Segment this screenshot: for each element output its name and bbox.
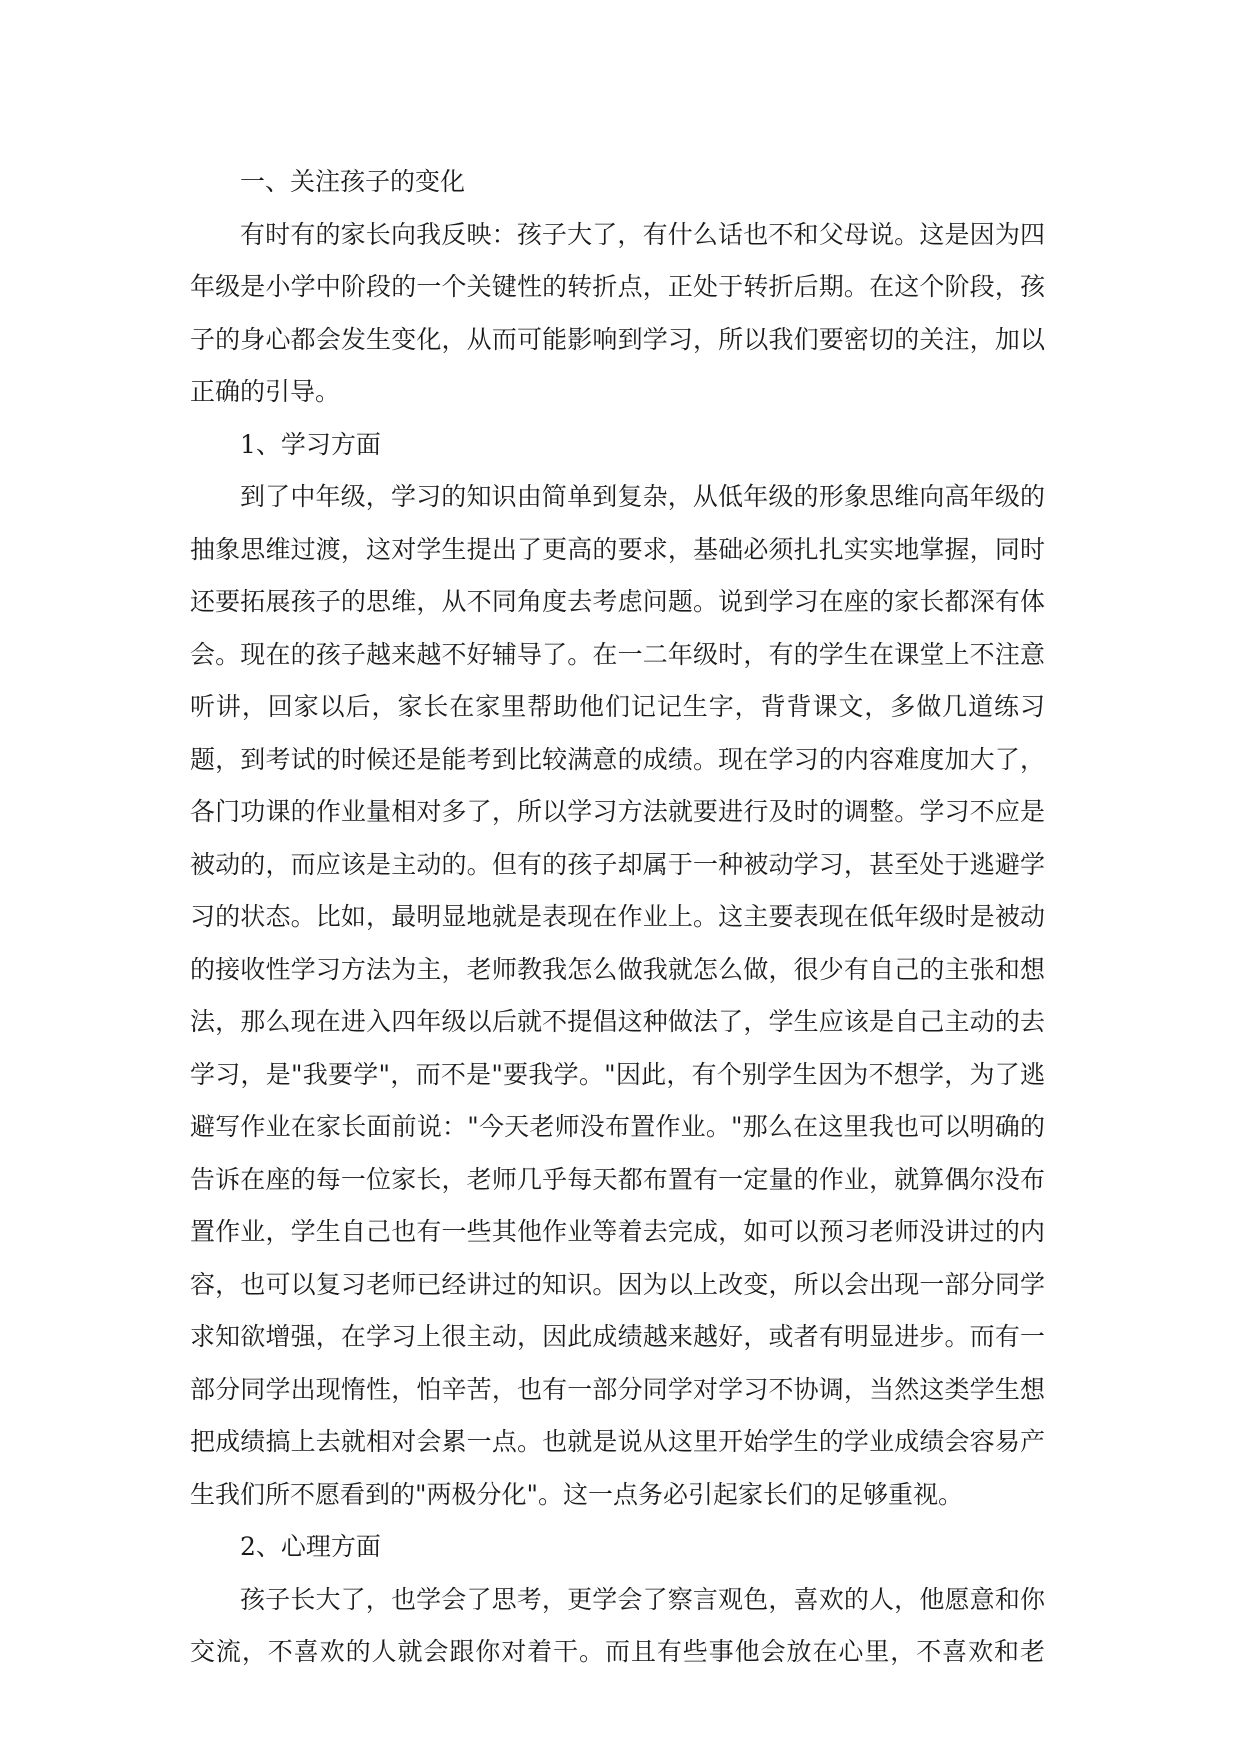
paragraph-line: 孩子长大了，也学会了思考，更学会了察言观色，喜欢的人，他愿意和你 — [240, 1584, 1045, 1614]
paragraph-line: 还要拓展孩子的思维，从不同角度去考虑问题。说到学习在座的家长都深有体 — [190, 587, 1045, 616]
paragraph-line: 抽象思维过渡，这对学生提出了更高的要求，基础必须扎扎实实地掌握，同时 — [190, 534, 1045, 564]
paragraph-line: 习的状态。比如，最明显地就是表现在作业上。这主要表现在低年级时是被动 — [190, 902, 1045, 931]
section-heading: 一、关注孩子的变化 — [240, 167, 466, 196]
paragraph-line: 告诉在座的每一位家长，老师几乎每天都布置有一定量的作业，就算偶尔没布 — [190, 1164, 1045, 1194]
subsection-heading: 1、学习方面 — [240, 429, 381, 459]
paragraph-line: 容，也可以复习老师已经讲过的知识。因为以上改变，所以会出现一部分同学 — [190, 1269, 1045, 1299]
paragraph-line: 到了中年级，学习的知识由简单到复杂，从低年级的形象思维向高年级的 — [240, 482, 1045, 511]
paragraph-line: 被动的，而应该是主动的。但有的孩子却属于一种被动学习，甚至处于逃避学 — [190, 849, 1045, 879]
paragraph-line: 交流，不喜欢的人就会跟你对着干。而且有些事他会放在心里，不喜欢和老 — [190, 1637, 1045, 1666]
paragraph-line: 生我们所不愿看到的"两极分化"。这一点务必引起家长们的足够重视。 — [190, 1479, 964, 1509]
paragraph-line: 年级是小学中阶段的一个关键性的转折点，正处于转折后期。在这个阶段，孩 — [190, 272, 1045, 301]
subsection-heading: 2、心理方面 — [240, 1532, 381, 1561]
paragraph-line: 题，到考试的时候还是能考到比较满意的成绩。现在学习的内容难度加大了， — [190, 744, 1045, 774]
paragraph-line: 部分同学出现惰性，怕辛苦，也有一部分同学对学习不协调，当然这类学生想 — [190, 1374, 1045, 1404]
paragraph-line: 学习，是"我要学"，而不是"要我学。"因此，有个别学生因为不想学，为了逃 — [190, 1059, 1045, 1089]
paragraph-line: 把成绩搞上去就相对会累一点。也就是说从这里开始学生的学业成绩会容易产 — [190, 1427, 1045, 1456]
paragraph-line: 听讲，回家以后，家长在家里帮助他们记记生字，背背课文，多做几道练习 — [190, 692, 1045, 721]
paragraph-line: 各门功课的作业量相对多了，所以学习方法就要进行及时的调整。学习不应是 — [190, 797, 1045, 826]
paragraph-line: 正确的引导。 — [190, 377, 341, 406]
paragraph-line: 子的身心都会发生变化，从而可能影响到学习，所以我们要密切的关注，加以 — [190, 324, 1045, 354]
document-page — [190, 156, 1045, 1679]
paragraph-line: 避写作业在家长面前说："今天老师没布置作业。"那么在这里我也可以明确的 — [190, 1112, 1045, 1141]
paragraph-line: 置作业，学生自己也有一些其他作业等着去完成，如可以预习老师没讲过的内 — [190, 1217, 1045, 1246]
paragraph-line: 的接收性学习方法为主，老师教我怎么做我就怎么做，很少有自己的主张和想 — [190, 954, 1045, 984]
paragraph-line: 法，那么现在进入四年级以后就不提倡这种做法了，学生应该是自己主动的去 — [190, 1007, 1045, 1036]
paragraph-line: 会。现在的孩子越来越不好辅导了。在一二年级时，有的学生在课堂上不注意 — [190, 639, 1045, 669]
paragraph-line: 求知欲增强，在学习上很主动，因此成绩越来越好，或者有明显进步。而有一 — [190, 1322, 1045, 1351]
paragraph-line: 有时有的家长向我反映：孩子大了，有什么话也不和父母说。这是因为四 — [240, 219, 1045, 249]
